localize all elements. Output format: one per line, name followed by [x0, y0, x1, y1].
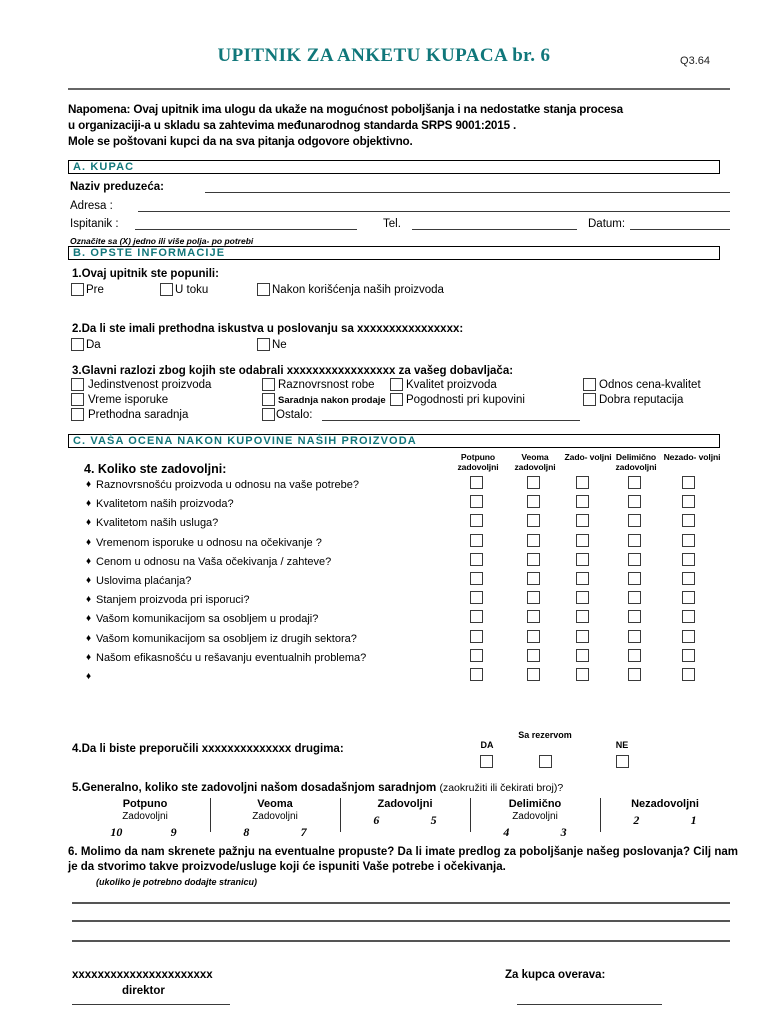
q4-rating-checkbox[interactable]: [628, 649, 641, 662]
q3-checkbox-prethodna[interactable]: [71, 408, 84, 421]
q4-rating-checkbox[interactable]: [628, 476, 641, 489]
q4-rating-checkbox[interactable]: [527, 649, 540, 662]
q6-line-2: poslovanja? Cilj nam je da stvorimo takve proizvode/usluge koji će ispuniti Vaše potrebe i očekivanja.: [68, 846, 738, 873]
q4-item-label: Vašom komunikacijom sa osobljem iz drugih sektora?: [96, 632, 357, 645]
company-name-label: Naziv preduzeća:: [70, 181, 164, 193]
rating-header-zadovoljni: Zado- voljni: [564, 452, 612, 462]
rating-header-delimicno: Delimično zadovoljni: [615, 452, 657, 472]
q6-answer-line-1[interactable]: [72, 902, 730, 904]
q4-rating-checkbox[interactable]: [682, 668, 695, 681]
rating-header-nezadovoljni: Nezado- voljni: [663, 452, 721, 462]
list-bullet: ♦: [86, 671, 92, 682]
note-line-3: Mole se poštovani kupci da na sva pitanja odgovore objektivno.: [68, 135, 413, 149]
footer-company: xxxxxxxxxxxxxxxxxxxxxx: [72, 969, 213, 981]
q3-text: 3.Glavni razlozi zbog kojih ste odabrali xxxxxxxxxxxxxxxxx za vašeg dobavljača:: [72, 365, 514, 377]
respondent-input[interactable]: [135, 229, 357, 230]
q3-checkbox-saradnja[interactable]: [262, 393, 275, 406]
q4-rating-checkbox[interactable]: [628, 668, 641, 681]
list-bullet: ♦: [86, 555, 92, 567]
page-title: UPITNIK ZA ANKETU KUPACA br. 6: [217, 45, 551, 66]
q5-scale-number[interactable]: 5: [430, 813, 437, 827]
q5-scale-label-primary: Veoma: [257, 798, 293, 810]
q4-rating-checkbox[interactable]: [682, 514, 695, 527]
q3-checkbox-ostalo[interactable]: [262, 408, 275, 421]
header-divider: [68, 88, 730, 90]
q4-rating-checkbox[interactable]: [628, 591, 641, 604]
q4-rating-checkbox[interactable]: [470, 630, 483, 643]
list-bullet: ♦: [86, 632, 92, 644]
q4-rating-checkbox[interactable]: [470, 610, 483, 623]
q4-rating-checkbox[interactable]: [470, 534, 483, 547]
q4-rating-checkbox[interactable]: [628, 495, 641, 508]
q3-option-ostalo: Ostalo:: [276, 409, 313, 421]
q4-rating-checkbox[interactable]: [628, 534, 641, 547]
q5-scale-table: [80, 798, 730, 844]
q4-text: 4. Koliko ste zadovoljni:: [84, 462, 227, 476]
q4-rating-checkbox[interactable]: [576, 534, 589, 547]
q4-rating-checkbox[interactable]: [470, 495, 483, 508]
q5-scale-numbers[interactable]: [470, 825, 600, 840]
section-b-title: B. OPSTE INFORMACIJE: [73, 247, 226, 259]
q1-checkbox-utoku[interactable]: [160, 283, 173, 296]
q3-checkbox-reputacija[interactable]: [583, 393, 596, 406]
q4-rating-checkbox[interactable]: [576, 668, 589, 681]
q4-item-label: Kvalitetom naših usluga?: [96, 517, 219, 530]
list-bullet: ♦: [86, 536, 92, 548]
section-a-bar: [68, 160, 720, 174]
q5-scale-divider: [470, 798, 471, 832]
document-code: Q3.64: [680, 55, 710, 67]
marking-hint: Označite sa (X) jedno ili više polja- po potrebi: [70, 236, 254, 246]
q5-scale-label-secondary: Zadovoljni: [512, 811, 558, 822]
note-line-2: u organizaciji-a u skladu sa zahtevima međunarodnog standarda SRPS 9001:2015 .: [68, 119, 517, 133]
rating-header-veoma: Veoma zadovoljni: [514, 452, 556, 472]
respondent-label: Ispitanik :: [70, 218, 119, 230]
q4-rating-checkbox[interactable]: [576, 572, 589, 585]
document-header: [0, 0, 768, 67]
q5-scale-number[interactable]: 1: [690, 813, 697, 827]
q6-answer-line-3[interactable]: [72, 940, 730, 942]
q1-checkbox-pre[interactable]: [71, 283, 84, 296]
q5-scale-numbers[interactable]: [340, 813, 470, 828]
q5-scale-divider: [340, 798, 341, 832]
footer-customer-label: Za kupca overava:: [505, 969, 606, 981]
list-bullet: ♦: [86, 517, 92, 529]
q4-rating-checkbox[interactable]: [527, 668, 540, 681]
q5-scale-numbers[interactable]: [210, 825, 340, 840]
q3-option-vreme: Vreme isporuke: [88, 394, 169, 406]
q3-option-jedinstvenost: Jedinstvenost proizvoda: [88, 379, 212, 391]
q1-text: 1.Ovaj upitnik ste popunili:: [72, 268, 219, 280]
footer-signature-line-company[interactable]: [72, 1004, 230, 1005]
section-c-bar: [68, 434, 720, 448]
q4-rating-checkbox[interactable]: [576, 514, 589, 527]
q5-scale-number[interactable]: 10: [110, 825, 123, 839]
q4-rating-checkbox[interactable]: [682, 591, 695, 604]
q4-rating-checkbox[interactable]: [470, 668, 483, 681]
q4-rating-checkbox[interactable]: [576, 476, 589, 489]
list-bullet: ♦: [86, 651, 92, 663]
q3-ostalo-input[interactable]: [322, 420, 580, 421]
q1-option-pre: Pre: [86, 284, 104, 296]
q4-rating-checkbox[interactable]: [628, 514, 641, 527]
address-label: Adresa :: [70, 200, 113, 212]
q4b-label-sa-rezervom: Sa rezervom: [518, 730, 572, 740]
q3-option-saradnja: Saradnja nakon prodaje: [278, 395, 386, 406]
q4-rating-checkbox[interactable]: [527, 610, 540, 623]
q3-option-pogodnosti: Pogodnosti pri kupovini: [406, 394, 525, 406]
q3-option-prethodna: Prethodna saradnja: [88, 409, 189, 421]
q4-item-label: Vremenom isporuke u odnosu na očekivanje ?: [96, 536, 322, 549]
q5-scale-number[interactable]: 4: [503, 825, 510, 839]
q6-line-1: 6. Molimo da nam skrenete pažnju na eventualne propuste? Da li imate predlog za poboljšanje našeg: [68, 846, 620, 858]
q4-item-label: Vašom komunikacijom sa osobljem u prodaji?: [96, 613, 319, 626]
q4-rating-checkbox[interactable]: [576, 630, 589, 643]
q4b-label-da: DA: [480, 740, 494, 750]
q5-scale-number[interactable]: 7: [300, 825, 307, 839]
footer-role: direktor: [122, 985, 165, 997]
note-block: [68, 102, 738, 151]
q4-rating-checkbox[interactable]: [628, 610, 641, 623]
list-bullet: ♦: [86, 479, 92, 490]
q4-rating-checkbox[interactable]: [470, 514, 483, 527]
q4-rating-checkbox[interactable]: [682, 495, 695, 508]
q4-rating-checkbox[interactable]: [470, 591, 483, 604]
date-input[interactable]: [630, 229, 730, 230]
q4b-checkbox-sa-rezervom[interactable]: [539, 755, 552, 768]
q2-text: 2.Da li ste imali prethodna iskustva u poslovanju sa xxxxxxxxxxxxxxxx:: [72, 323, 464, 335]
q5-scale-numbers[interactable]: [80, 825, 210, 840]
q4-rating-checkbox[interactable]: [628, 630, 641, 643]
q5-scale-numbers[interactable]: [600, 813, 730, 828]
q3-option-odnos: Odnos cena-kvalitet: [599, 379, 701, 391]
q4-rating-checkbox[interactable]: [527, 514, 540, 527]
q3-option-raznovrsnost: Raznovrsnost robe: [278, 379, 375, 391]
section-b-bar: [68, 246, 720, 260]
q3-checkbox-jedinstvenost[interactable]: [71, 378, 84, 391]
q4-rating-checkbox[interactable]: [682, 630, 695, 643]
q3-checkbox-vreme[interactable]: [71, 393, 84, 406]
q4-rating-checkbox[interactable]: [682, 572, 695, 585]
q4-item-label: Našom efikasnošću u rešavanju eventualnih problema?: [96, 651, 367, 664]
q5-scale-number[interactable]: 2: [633, 813, 640, 827]
q6-answer-line-2[interactable]: [72, 920, 730, 922]
q5-scale-number[interactable]: 8: [243, 825, 250, 839]
q5-scale-column: [470, 798, 600, 844]
q3-checkbox-odnos[interactable]: [583, 378, 596, 391]
phone-label: Tel.: [383, 218, 401, 230]
rating-header-potpuno: Potpuno zadovoljni: [457, 452, 499, 472]
q4-rating-checkbox[interactable]: [470, 476, 483, 489]
q4-rating-checkbox[interactable]: [576, 591, 589, 604]
note-line-1: Napomena: Ovaj upitnik ima ulogu da ukaže na mogućnost poboljšanja i na nedostatke stanja procesa: [68, 103, 624, 116]
q5-text: [72, 783, 563, 795]
q5-scale-label-primary: Nezadovoljni: [631, 798, 699, 810]
q3-checkbox-raznovrsnost[interactable]: [262, 378, 275, 391]
q4b-label-ne: NE: [615, 740, 629, 750]
q4-item-label: Stanjem proizvoda pri isporuci?: [96, 594, 250, 607]
q1-option-nakon: Nakon korišćenja naših proizvoda: [272, 284, 444, 296]
q2-checkbox-ne[interactable]: [257, 338, 270, 351]
q4-rating-checkbox[interactable]: [527, 476, 540, 489]
q4-rating-checkbox[interactable]: [682, 553, 695, 566]
address-input[interactable]: [138, 211, 730, 212]
q6-block: [68, 845, 738, 890]
section-c-title: C. VAŠA OCENA NAKON KUPOVINE NAŠIH PROIZVODA: [73, 435, 417, 447]
q4-rating-checkbox[interactable]: [576, 495, 589, 508]
q5-scale-column: [80, 798, 210, 844]
q5-scale-label-primary: Delimično: [508, 798, 562, 810]
q4-rating-checkbox[interactable]: [527, 630, 540, 643]
q4-rating-checkbox[interactable]: [576, 553, 589, 566]
q5-scale-label-primary: Potpuno: [122, 798, 168, 810]
q3-checkbox-pogodnosti[interactable]: [390, 393, 403, 406]
q4-rating-checkbox[interactable]: [628, 553, 641, 566]
q4b-text: 4.Da li biste preporučili xxxxxxxxxxxxxx drugima:: [72, 743, 344, 755]
q2-checkbox-da[interactable]: [71, 338, 84, 351]
q3-checkbox-kvalitet[interactable]: [390, 378, 403, 391]
q5-scale-column: [210, 798, 340, 844]
q6-subnote: (ukoliko je potrebno dodajte stranicu): [96, 877, 258, 887]
q5-scale-divider: [600, 798, 601, 832]
date-label: Datum:: [588, 218, 626, 230]
q4-item-label: Raznovrsnošću proizvoda u odnosu na vaše potrebe?: [96, 479, 359, 491]
q4-rating-checkbox[interactable]: [576, 610, 589, 623]
q4-rating-checkbox[interactable]: [628, 572, 641, 585]
phone-input[interactable]: [412, 229, 577, 230]
list-bullet: ♦: [86, 613, 92, 625]
q2-option-da: Da: [86, 339, 101, 351]
footer-signature-line-customer[interactable]: [517, 1004, 662, 1005]
q4b-checkbox-ne[interactable]: [616, 755, 629, 768]
q3-option-kvalitet: Kvalitet proizvoda: [406, 379, 497, 391]
q5-scale-number[interactable]: 9: [170, 825, 177, 839]
q4b-checkbox-da[interactable]: [480, 755, 493, 768]
section-a-title: A. KUPAC: [73, 161, 135, 173]
q4-rating-checkbox[interactable]: [682, 534, 695, 547]
q4-rating-checkbox[interactable]: [527, 591, 540, 604]
q5-scale-column: [600, 798, 730, 844]
q1-option-utoku: U toku: [175, 284, 209, 296]
q5-scale-divider: [210, 798, 211, 832]
q4-rating-checkbox[interactable]: [470, 572, 483, 585]
q1-checkbox-nakon[interactable]: [257, 283, 270, 296]
q4-item-label: Kvalitetom naših proizvoda?: [96, 498, 234, 511]
q4-rating-checkbox[interactable]: [527, 534, 540, 547]
q4-rating-checkbox[interactable]: [470, 649, 483, 662]
q5-scale-number[interactable]: 6: [373, 813, 380, 827]
q5-scale-label-secondary: Zadovoljni: [252, 811, 298, 822]
q5-text-note: (zaokružiti ili čekirati broj)?: [439, 782, 564, 794]
q2-option-ne: Ne: [272, 339, 287, 351]
q5-scale-label-primary: Zadovoljni: [377, 798, 433, 810]
q4-rating-checkbox[interactable]: [682, 649, 695, 662]
list-bullet: ♦: [86, 594, 92, 606]
list-bullet: ♦: [86, 575, 92, 586]
q4-item-label: Cenom u odnosu na Vaša očekivanja / zahteve?: [96, 555, 332, 568]
q5-scale-number[interactable]: 3: [560, 825, 567, 839]
q4-rating-checkbox[interactable]: [470, 553, 483, 566]
q4-rating-checkbox[interactable]: [527, 572, 540, 585]
q4-rating-checkbox[interactable]: [682, 610, 695, 623]
q4-rating-checkbox[interactable]: [527, 553, 540, 566]
q4-item-label: Uslovima plaćanja?: [96, 575, 192, 587]
q5-text-main: 5.Generalno, koliko ste zadovoljni našom dosadašnjom saradnjom: [72, 782, 440, 794]
q4-rating-checkbox[interactable]: [527, 495, 540, 508]
q5-scale-column: [340, 798, 470, 844]
q4-rating-checkbox[interactable]: [576, 649, 589, 662]
q4-rating-checkbox[interactable]: [682, 476, 695, 489]
q3-option-reputacija: Dobra reputacija: [599, 394, 684, 406]
list-bullet: ♦: [86, 498, 92, 510]
company-name-input[interactable]: [205, 192, 730, 193]
q5-scale-label-secondary: Zadovoljni: [122, 811, 168, 822]
